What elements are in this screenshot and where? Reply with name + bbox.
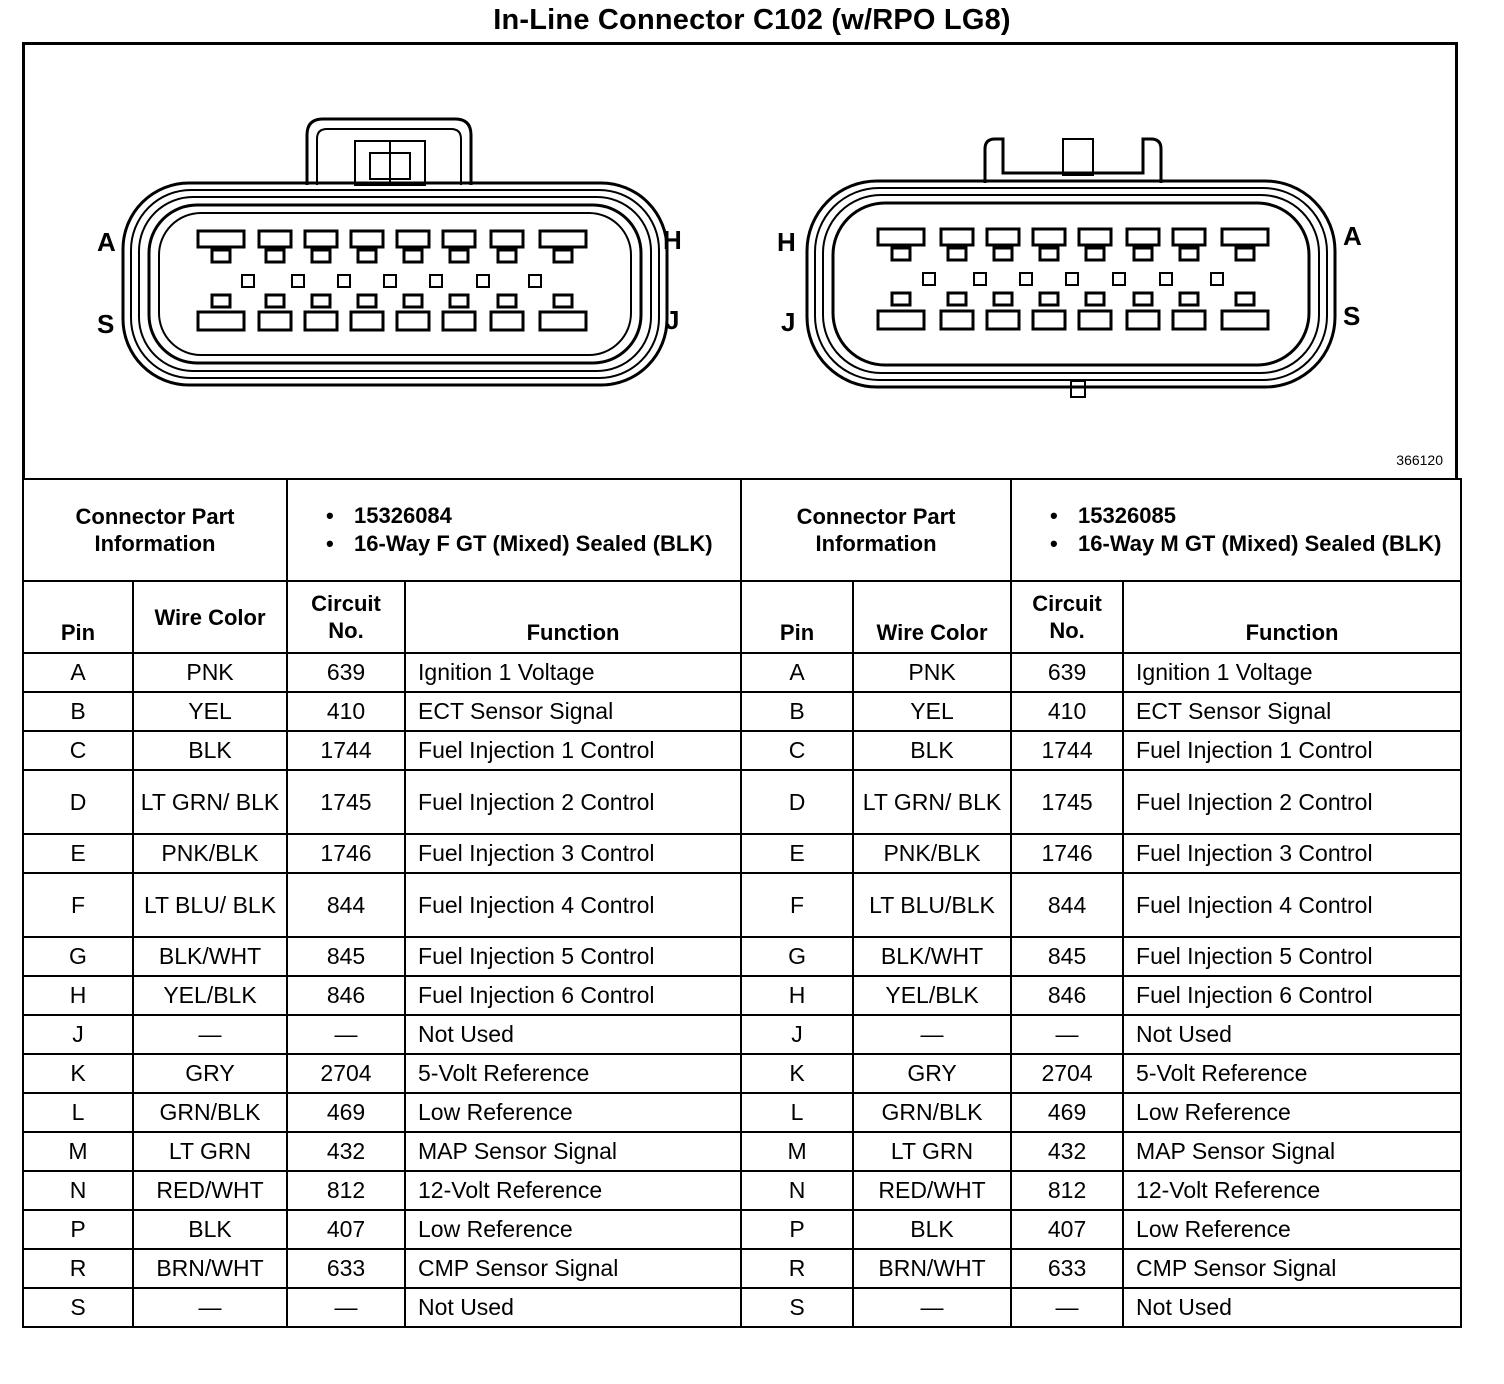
table-row [23,731,1461,770]
cavity-outline [878,311,924,329]
function-cell: Fuel Injection 5 Control [405,937,741,976]
circuit-cell: 1744 [287,731,405,770]
terminal-slot [404,295,422,307]
cavity-outline [1033,229,1065,245]
header-pin-right: Pin [741,581,853,653]
wire-color-cell: LT GRN/ BLK [133,770,287,834]
terminal-slot [1134,293,1152,305]
terminal-slot [1086,293,1104,305]
lock-tab [529,275,541,287]
header-wire-color-left: Wire Color [133,581,287,653]
circuit-cell: 1746 [287,834,405,873]
wire-color-cell: — [853,1288,1011,1327]
pin-cell: R [23,1249,133,1288]
wire-color-cell: BLK [133,731,287,770]
wire-color-cell: YEL [853,692,1011,731]
circuit-cell: 845 [1011,937,1123,976]
circuit-cell: 410 [287,692,405,731]
cavity-outline [941,311,973,329]
terminal-slot [1180,248,1198,260]
pin-cell: H [741,976,853,1015]
terminal-slot [892,248,910,260]
pin-cell: C [23,731,133,770]
terminal-slot [994,293,1012,305]
function-cell: MAP Sensor Signal [1123,1132,1461,1171]
cavity-outline [1173,229,1205,245]
table-row [23,1210,1461,1249]
table-row [23,976,1461,1015]
function-cell: Fuel Injection 1 Control [405,731,741,770]
cavity-outline [491,312,523,330]
pin-cell: R [741,1249,853,1288]
terminal-slot [498,295,516,307]
function-cell: Fuel Injection 3 Control [1123,834,1461,873]
function-cell: Fuel Injection 2 Control [1123,770,1461,834]
circuit-cell: 844 [1011,873,1123,937]
cavity-outline [259,312,291,330]
pin-label-right-s: S [1343,301,1361,331]
pin-cell: S [23,1288,133,1327]
cavity-outline [540,312,586,330]
wire-color-cell: PNK [133,653,287,692]
table-row [23,1132,1461,1171]
cavity-outline [941,229,973,245]
cavity-outline [351,231,383,247]
function-cell: CMP Sensor Signal [405,1249,741,1288]
female-cavities [198,231,586,330]
circuit-cell: — [287,1288,405,1327]
lock-tab [1211,273,1223,285]
pin-cell: E [23,834,133,873]
cavity-outline [198,312,244,330]
function-cell: Fuel Injection 5 Control [1123,937,1461,976]
circuit-cell: 469 [287,1093,405,1132]
pin-label-right-j: J [781,307,796,337]
wire-color-cell: GRN/BLK [133,1093,287,1132]
cavity-outline [1127,229,1159,245]
wire-color-cell: RED/WHT [133,1171,287,1210]
wire-color-cell: RED/WHT [853,1171,1011,1210]
wire-color-cell: BLK [133,1210,287,1249]
function-cell: ECT Sensor Signal [1123,692,1461,731]
function-cell: Fuel Injection 2 Control [405,770,741,834]
cavity-outline [1079,311,1111,329]
terminal-slot [554,295,572,307]
terminal-slot [212,250,230,262]
connector-part-info-right [1011,479,1461,581]
lock-tab [338,275,350,287]
wire-color-cell: LT BLU/BLK [853,873,1011,937]
pin-cell: E [741,834,853,873]
terminal-slot [994,248,1012,260]
header-function-left: Function [405,581,741,653]
pin-cell: N [741,1171,853,1210]
part-description-right: • 16-Way M GT (Mixed) Sealed (BLK) [1050,530,1456,558]
circuit-cell: 1745 [1011,770,1123,834]
cavity-outline [987,311,1019,329]
wire-color-cell: — [133,1015,287,1054]
cavity-outline [305,312,337,330]
wire-color-cell: BLK/WHT [853,937,1011,976]
function-cell: 5-Volt Reference [405,1054,741,1093]
terminal-slot [498,250,516,262]
pin-label-right-a: A [1343,221,1362,251]
terminal-slot [450,295,468,307]
pin-cell: D [23,770,133,834]
pin-cell: K [741,1054,853,1093]
terminal-slot [1236,248,1254,260]
terminal-slot [1086,248,1104,260]
cavity-outline [397,231,429,247]
circuit-cell: 2704 [1011,1054,1123,1093]
cavity-outline [1033,311,1065,329]
header-circuit-left: Circuit No. [287,581,405,653]
wire-color-cell: — [853,1015,1011,1054]
cavity-outline [443,312,475,330]
lock-tab [1160,273,1172,285]
circuit-cell: 812 [1011,1171,1123,1210]
pin-cell: A [23,653,133,692]
terminal-slot [266,250,284,262]
cavity-outline [878,229,924,245]
function-cell: 5-Volt Reference [1123,1054,1461,1093]
page-title: In-Line Connector C102 (w/RPO LG8) [493,4,1011,36]
cavity-outline [351,312,383,330]
pin-cell: G [23,937,133,976]
circuit-cell: 633 [287,1249,405,1288]
function-cell: Fuel Injection 4 Control [405,873,741,937]
table-row [23,937,1461,976]
pin-cell: G [741,937,853,976]
pin-cell: P [741,1210,853,1249]
pinout-table [22,478,1462,1328]
wire-color-cell: PNK/BLK [133,834,287,873]
pin-cell: B [741,692,853,731]
pin-cell: J [23,1015,133,1054]
wire-color-cell: GRN/BLK [853,1093,1011,1132]
cavity-outline [1222,229,1268,245]
wire-color-cell: LT GRN/ BLK [853,770,1011,834]
function-cell: 12-Volt Reference [405,1171,741,1210]
wire-color-cell: YEL [133,692,287,731]
cavity-outline [540,231,586,247]
terminal-slot [1236,293,1254,305]
function-cell: ECT Sensor Signal [405,692,741,731]
header-wire-color-right: Wire Color [853,581,1011,653]
function-cell: Not Used [1123,1015,1461,1054]
part-number-right: • 15326085 [1050,502,1456,530]
table-row [23,692,1461,731]
connector-info-label-right: Connector Part Information [741,479,1011,581]
table-row [23,1054,1461,1093]
circuit-cell: 469 [1011,1093,1123,1132]
circuit-cell: 432 [1011,1132,1123,1171]
lock-tab [923,273,935,285]
table-row [23,770,1461,834]
pin-cell: F [23,873,133,937]
table-row [23,1288,1461,1327]
terminal-slot [312,295,330,307]
terminal-slot [450,250,468,262]
pin-cell: J [741,1015,853,1054]
pin-cell: B [23,692,133,731]
circuit-cell: 432 [287,1132,405,1171]
terminal-slot [1040,248,1058,260]
wire-color-cell: BRN/WHT [133,1249,287,1288]
lock-tab [1113,273,1125,285]
pin-label-left-s: S [97,309,115,339]
pin-cell: M [23,1132,133,1171]
terminal-slot [892,293,910,305]
circuit-cell: 845 [287,937,405,976]
wire-color-cell: GRY [853,1054,1011,1093]
terminal-slot [948,293,966,305]
function-cell: Fuel Injection 3 Control [405,834,741,873]
table-row [23,873,1461,937]
part-description-left: • 16-Way F GT (Mixed) Sealed (BLK) [326,530,736,558]
connector-info-label-left: Connector Part Information [23,479,287,581]
circuit-cell: 1746 [1011,834,1123,873]
lock-tab [1066,273,1078,285]
connector-info-row [23,479,1461,581]
pin-cell: F [741,873,853,937]
male-connector [807,139,1335,397]
wire-color-cell: LT GRN [133,1132,287,1171]
wire-color-cell: YEL/BLK [133,976,287,1015]
cavity-outline [305,231,337,247]
cavity-outline [1173,311,1205,329]
male-cavities [878,229,1268,329]
circuit-cell: 1744 [1011,731,1123,770]
circuit-cell: 410 [1011,692,1123,731]
lock-tab [477,275,489,287]
circuit-cell: 639 [287,653,405,692]
pin-cell: A [741,653,853,692]
header-circuit-right: Circuit No. [1011,581,1123,653]
pin-cell: P [23,1210,133,1249]
pin-cell: M [741,1132,853,1171]
pin-cell: D [741,770,853,834]
pin-label-right-h: H [777,227,796,257]
circuit-cell: 407 [287,1210,405,1249]
circuit-cell: 407 [1011,1210,1123,1249]
table-row [23,834,1461,873]
function-cell: Not Used [405,1015,741,1054]
wire-color-cell: BLK [853,1210,1011,1249]
wire-color-cell: — [133,1288,287,1327]
circuit-cell: 633 [1011,1249,1123,1288]
wire-color-cell: BLK [853,731,1011,770]
pin-cell: L [741,1093,853,1132]
cavity-outline [987,229,1019,245]
terminal-slot [1134,248,1152,260]
pin-cell: C [741,731,853,770]
terminal-slot [312,250,330,262]
function-cell: Ignition 1 Voltage [1123,653,1461,692]
circuit-cell: 2704 [287,1054,405,1093]
connector-drawings [25,45,1455,481]
function-cell: 12-Volt Reference [1123,1171,1461,1210]
function-cell: Fuel Injection 6 Control [1123,976,1461,1015]
cavity-outline [397,312,429,330]
terminal-slot [554,250,572,262]
function-cell: Low Reference [405,1210,741,1249]
function-cell: Not Used [405,1288,741,1327]
circuit-cell: — [1011,1288,1123,1327]
terminal-slot [212,295,230,307]
function-cell: Fuel Injection 6 Control [405,976,741,1015]
wire-color-cell: GRY [133,1054,287,1093]
wire-color-cell: LT GRN [853,1132,1011,1171]
function-cell: Low Reference [1123,1093,1461,1132]
wire-color-cell: BLK/WHT [133,937,287,976]
function-cell: Low Reference [405,1093,741,1132]
header-function-right: Function [1123,581,1461,653]
header-pin-left: Pin [23,581,133,653]
table-row [23,1171,1461,1210]
circuit-cell: 639 [1011,653,1123,692]
function-cell: Fuel Injection 1 Control [1123,731,1461,770]
terminal-slot [1040,293,1058,305]
lock-tab [974,273,986,285]
function-cell: Fuel Injection 4 Control [1123,873,1461,937]
pin-label-left-a: A [97,227,116,257]
circuit-cell: — [1011,1015,1123,1054]
figure-number: 366120 [1396,452,1443,468]
female-connector [123,119,667,385]
circuit-cell: 846 [287,976,405,1015]
wire-color-cell: YEL/BLK [853,976,1011,1015]
cavity-outline [198,231,244,247]
circuit-cell: — [287,1015,405,1054]
cavity-outline [443,231,475,247]
terminal-slot [404,250,422,262]
circuit-cell: 1745 [287,770,405,834]
wire-color-cell: PNK [853,653,1011,692]
function-cell: CMP Sensor Signal [1123,1249,1461,1288]
part-number-left: • 15326084 [326,502,736,530]
cavity-outline [1127,311,1159,329]
cavity-outline [259,231,291,247]
circuit-cell: 844 [287,873,405,937]
pin-cell: K [23,1054,133,1093]
cavity-outline [1222,311,1268,329]
terminal-slot [358,295,376,307]
terminal-slot [1180,293,1198,305]
pin-cell: L [23,1093,133,1132]
function-cell: Not Used [1123,1288,1461,1327]
terminal-slot [358,250,376,262]
connector-diagram [22,42,1458,478]
pin-cell: N [23,1171,133,1210]
lock-tab [1020,273,1032,285]
wire-color-cell: BRN/WHT [853,1249,1011,1288]
function-cell: Ignition 1 Voltage [405,653,741,692]
lock-tab [430,275,442,287]
table-row [23,653,1461,692]
terminal-slot [948,248,966,260]
table-row [23,1093,1461,1132]
wire-color-cell: PNK/BLK [853,834,1011,873]
lock-tab [292,275,304,287]
table-row [23,1015,1461,1054]
terminal-slot [266,295,284,307]
connector-part-info-left [287,479,741,581]
cavity-outline [491,231,523,247]
circuit-cell: 846 [1011,976,1123,1015]
circuit-cell: 812 [287,1171,405,1210]
table-header-row [23,581,1461,653]
wire-color-cell: LT BLU/ BLK [133,873,287,937]
lock-tab [242,275,254,287]
lock-tab [384,275,396,287]
pin-label-left-j: J [665,305,680,335]
pin-cell: H [23,976,133,1015]
function-cell: Low Reference [1123,1210,1461,1249]
pin-label-left-h: H [663,225,682,255]
function-cell: MAP Sensor Signal [405,1132,741,1171]
table-row [23,1249,1461,1288]
pin-cell: S [741,1288,853,1327]
cavity-outline [1079,229,1111,245]
